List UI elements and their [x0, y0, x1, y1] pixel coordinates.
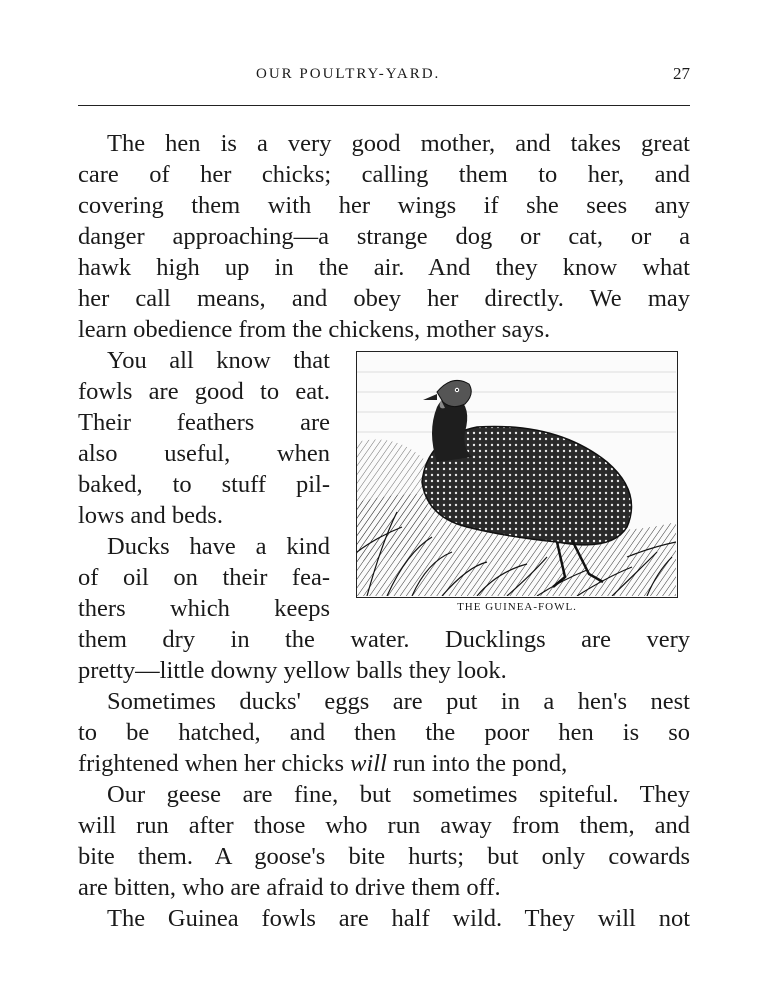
running-title: OUR POULTRY-YARD. — [256, 66, 441, 82]
text-line: hawk high up in the air. And they know what — [78, 254, 690, 281]
figure-caption: THE GUINEA-FOWL. — [457, 601, 577, 613]
text-line: bite them. A goose's bite hurts; but only cowards — [78, 843, 690, 870]
page-header — [78, 62, 690, 92]
text-line: Our geese are fine, but sometimes spiteful. They — [107, 781, 690, 808]
text-line: covering them with her wings if she sees any — [78, 192, 690, 219]
text-line: will run after those who run away from them, and — [78, 812, 690, 839]
text-line: of oil on their fea- — [78, 564, 330, 591]
text-line: You all know that — [107, 347, 330, 374]
text-line: thers which keeps — [78, 595, 330, 622]
guinea-fowl-illustration — [356, 351, 678, 598]
text-segment: frightened when her chicks — [78, 750, 351, 777]
text-line: to be hatched, and then the poor hen is so — [78, 719, 690, 746]
text-line: Sometimes ducks' eggs are put in a hen's nest — [107, 688, 690, 715]
text-line: lows and beds. — [78, 502, 223, 529]
text-line: fowls are good to eat. — [78, 378, 330, 405]
text-line: danger approaching—a strange dog or cat, or a — [78, 223, 690, 250]
text-line: baked, to stuff pil- — [78, 471, 330, 498]
emphasis-will: will — [350, 750, 387, 777]
text-line: Their feathers are — [78, 409, 330, 436]
page-number: 27 — [673, 64, 690, 83]
text-line: care of her chicks; calling them to her, and — [78, 161, 690, 188]
header-rule — [78, 105, 690, 106]
text-segment: run into the pond, — [386, 750, 568, 777]
text-line: learn obedience from the chickens, mother says. — [78, 316, 551, 343]
guinea-fowl-engraving — [357, 352, 676, 596]
text-line: are bitten, who are afraid to drive them off. — [78, 874, 501, 901]
text-line: The hen is a very good mother, and takes great — [107, 130, 690, 157]
text-line: Ducks have a kind — [107, 533, 330, 560]
text-line — [78, 748, 567, 779]
text-line: The Guinea fowls are half wild. They will not — [107, 905, 690, 932]
text-line: pretty—little downy yellow balls they look. — [78, 657, 507, 684]
text-line: them dry in the water. Ducklings are very — [78, 626, 690, 653]
text-line: her call means, and obey her directly. We may — [78, 285, 690, 312]
text-line: also useful, when — [78, 440, 330, 467]
